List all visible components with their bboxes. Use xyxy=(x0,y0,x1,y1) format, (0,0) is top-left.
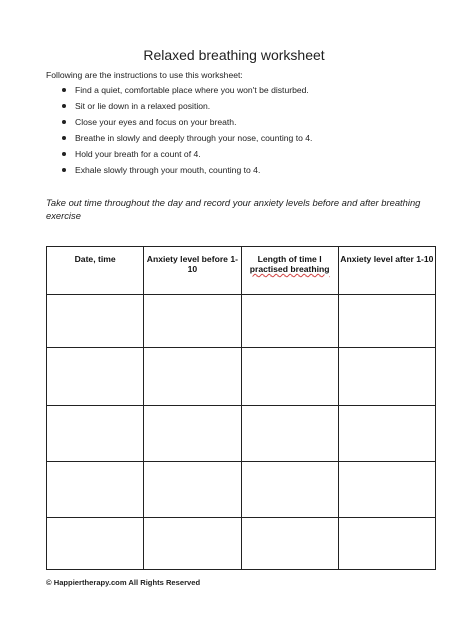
table-cell[interactable] xyxy=(241,462,338,518)
table-header-row xyxy=(47,247,436,295)
table-row xyxy=(47,406,436,462)
instructions-intro: Following are the instructions to use this worksheet: xyxy=(46,70,243,80)
list-item xyxy=(62,84,312,100)
list-item xyxy=(62,148,312,164)
list-item xyxy=(62,132,312,148)
table-cell[interactable] xyxy=(47,518,144,570)
page-title: Relaxed breathing worksheet xyxy=(143,47,325,63)
header-label: Length of time I xyxy=(257,254,322,264)
list-item xyxy=(62,100,312,116)
instruction-list xyxy=(62,84,312,180)
step-text: Sit or lie down in a relaxed position. xyxy=(75,101,211,111)
bullet-icon xyxy=(62,88,66,92)
list-item xyxy=(62,164,312,180)
table-cell[interactable] xyxy=(338,406,435,462)
header-label: Anxiety level before 1-10 xyxy=(146,254,238,274)
table-cell[interactable] xyxy=(47,348,144,406)
table-cell[interactable] xyxy=(47,462,144,518)
header-date-time xyxy=(47,247,144,295)
step-text: Hold your breath for a count of 4. xyxy=(75,149,201,159)
table-cell[interactable] xyxy=(338,518,435,570)
table-row xyxy=(47,518,436,570)
header-label: practised breathing xyxy=(249,264,330,274)
bullet-icon xyxy=(62,104,66,108)
header-label: Anxiety level after 1-10 xyxy=(340,254,434,264)
table-row xyxy=(47,295,436,348)
table-cell[interactable] xyxy=(241,406,338,462)
table-cell[interactable] xyxy=(144,348,241,406)
bullet-icon xyxy=(62,136,66,140)
table-cell[interactable] xyxy=(241,518,338,570)
table-cell[interactable] xyxy=(144,406,241,462)
table-cell[interactable] xyxy=(144,462,241,518)
bullet-icon xyxy=(62,152,66,156)
header-anxiety-before xyxy=(144,247,241,295)
bullet-icon xyxy=(62,120,66,124)
table-cell[interactable] xyxy=(338,462,435,518)
tracking-note: Take out time throughout the day and record your anxiety levels before and after breathing exercise xyxy=(46,197,421,221)
table-cell[interactable] xyxy=(338,295,435,348)
table-row xyxy=(47,462,436,518)
table-cell[interactable] xyxy=(241,348,338,406)
header-label: Date, time xyxy=(74,254,116,264)
table-cell[interactable] xyxy=(47,295,144,348)
table-cell[interactable] xyxy=(47,406,144,462)
step-text: Close your eyes and focus on your breath. xyxy=(75,117,237,127)
table-cell[interactable] xyxy=(144,518,241,570)
step-text: Find a quiet, comfortable place where you won't be disturbed. xyxy=(75,85,309,95)
table-cell[interactable] xyxy=(144,295,241,348)
header-anxiety-after xyxy=(338,247,435,295)
table-row xyxy=(47,348,436,406)
list-item xyxy=(62,116,312,132)
table-cell[interactable] xyxy=(241,295,338,348)
table-cell[interactable] xyxy=(338,348,435,406)
header-length-of-time xyxy=(241,247,338,295)
bullet-icon xyxy=(62,168,66,172)
step-text: Breathe in slowly and deeply through your nose, counting to 4. xyxy=(75,133,313,143)
breathing-log-table xyxy=(46,246,436,570)
copyright-footer: © Happiertherapy.com All Rights Reserved xyxy=(46,578,201,587)
step-text: Exhale slowly through your mouth, counting to 4. xyxy=(75,165,261,175)
